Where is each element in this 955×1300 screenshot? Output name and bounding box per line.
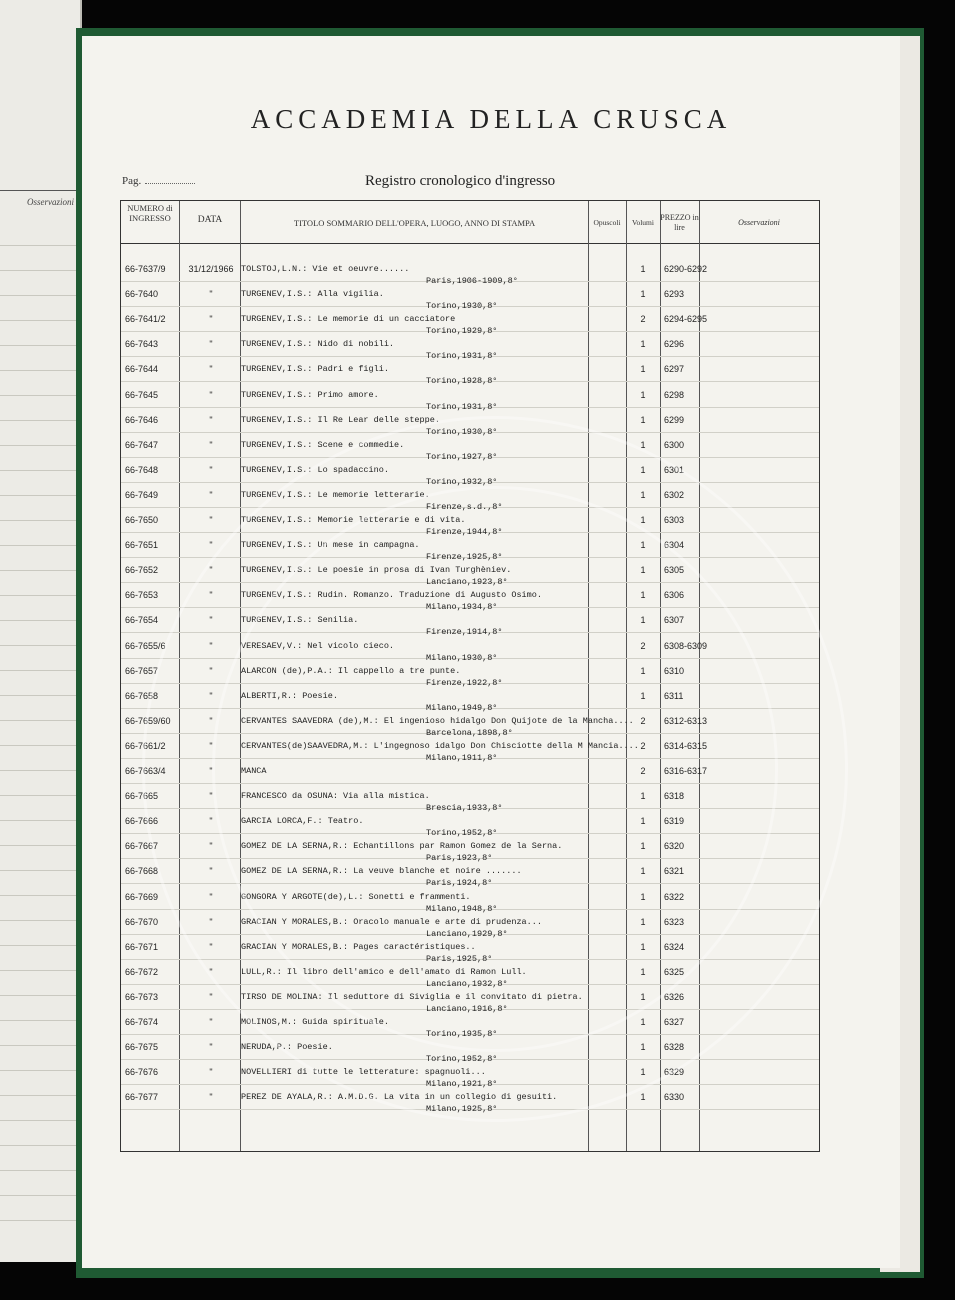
entry-date: " — [209, 489, 213, 500]
table-row — [121, 736, 821, 762]
entry-volumes: 1 — [640, 991, 646, 1002]
table-row — [121, 610, 821, 636]
register-page — [82, 36, 900, 1268]
col-header-data: DATA — [197, 215, 223, 225]
entry-volumes: 1 — [640, 916, 646, 927]
entry-volumes: 1 — [640, 590, 646, 601]
table-row — [121, 535, 821, 561]
entry-place: Milano,1921,8° — [426, 1079, 498, 1090]
table-row — [121, 385, 821, 411]
entry-volumes: 1 — [640, 289, 646, 300]
entry-title: TURGENEV,I.S.: Lo spadaccino. — [241, 464, 389, 475]
entry-number: 66-7637/9 — [125, 264, 166, 274]
entry-number: 66-7641/2 — [125, 314, 166, 325]
entry-number: 66-7670 — [125, 916, 159, 927]
entry-title: TURGENEV,I.S.: Le memorie di un cacciatore — [241, 314, 456, 325]
table-row — [121, 510, 821, 536]
entry-title: TOLSTOJ,L.N.: Vie et oeuvre...... — [241, 264, 410, 274]
col-header-prezzo: PREZZO in lire — [660, 213, 699, 232]
entry-place: Paris,1925,8° — [426, 953, 493, 964]
entry-date: " — [209, 866, 213, 877]
entry-title: ALBERTI,R.: Poesie. — [241, 690, 338, 701]
entry-number: 66-7643 — [125, 339, 159, 350]
entry-title: TIRSO DE MOLINA: Il seduttore di Siviglia e il convitato di pietra. — [241, 991, 583, 1002]
entry-price: 6298 — [664, 389, 685, 400]
entry-price: 6296 — [664, 339, 685, 350]
entry-price: 6326 — [664, 991, 685, 1002]
entry-title: GOMEZ DE LA SERNA,R.: Echantillons par Ramon Gomez de la Serna. — [241, 841, 563, 852]
entry-volumes: 1 — [640, 841, 646, 852]
entry-date: " — [209, 916, 213, 927]
entry-price: 6329 — [664, 1067, 685, 1078]
entry-volumes: 2 — [640, 766, 646, 776]
entry-title: VERESAEV,V.: Nel vicolo cieco. — [241, 640, 395, 651]
entry-date: " — [209, 515, 213, 525]
entry-volumes: 1 — [640, 339, 646, 350]
entry-title: TURGENEV,I.S.: Alla vigilia. — [241, 289, 384, 300]
entry-number: 66-7651 — [125, 540, 159, 551]
entry-place: Firenze,1925,8° — [426, 552, 503, 563]
left-page-heading: Osservazioni — [0, 190, 80, 207]
entry-volumes: 1 — [640, 439, 646, 450]
entry-price: 6300 — [664, 439, 685, 450]
table-row — [121, 284, 821, 310]
entry-number: 66-7668 — [125, 866, 159, 877]
entry-number: 66-7653 — [125, 590, 159, 601]
left-facing-page — [0, 0, 82, 1262]
entry-date: " — [209, 565, 213, 576]
entry-title: TURGENEV,I.S.: Padri e figli. — [241, 364, 389, 375]
entry-volumes: 2 — [640, 740, 646, 751]
table-row — [121, 962, 821, 988]
entry-volumes: 1 — [640, 389, 646, 400]
table-row — [121, 912, 821, 938]
entry-number: 66-7673 — [125, 991, 159, 1002]
table-row — [121, 259, 821, 285]
entry-place: Paris,1923,8° — [426, 853, 493, 864]
entry-price: 6299 — [664, 414, 685, 425]
entry-price: 6310 — [664, 665, 685, 676]
entry-number: 66-7671 — [125, 941, 159, 952]
entry-title: TURGENEV,I.S.: Nido di nobili. — [241, 339, 395, 350]
entry-title: TURGENEV,I.S.: Rudin. Romanzo. Traduzione di Augusto Osimo. — [241, 590, 542, 601]
entry-place: Milano,1911,8° — [426, 752, 498, 763]
entry-date: " — [209, 464, 213, 475]
entry-volumes: 1 — [640, 1017, 646, 1027]
table-row — [121, 661, 821, 687]
register-subtitle: Registro cronologico d'ingresso — [365, 173, 556, 189]
entry-number: 66-7647 — [125, 439, 159, 450]
entry-price: 6319 — [664, 816, 685, 827]
entry-volumes: 1 — [640, 1067, 646, 1078]
entry-title: GONGORA Y ARGOTE(de),L.: Sonetti e frammenti. — [241, 891, 471, 902]
register-table — [120, 200, 820, 1152]
entry-place: Brescia,1933,8° — [426, 803, 503, 814]
entry-title: GOMEZ DE LA SERNA,R.: La veuve blanche et noire ....... — [241, 866, 522, 877]
entry-place: Torino,1928,8° — [426, 376, 498, 387]
entry-volumes: 1 — [640, 866, 646, 877]
col-header-volumi: Volumi — [632, 218, 654, 227]
entry-date: " — [209, 590, 213, 601]
entry-title: ALARCON (de),P.A.: Il cappello a tre punte. — [241, 665, 461, 676]
entry-place: Milano,1948,8° — [426, 903, 498, 914]
page-label-text: Pag. — [122, 175, 142, 187]
entry-date: " — [209, 289, 213, 300]
entry-place: Lanciano,1923,8° — [426, 577, 508, 588]
entry-volumes: 2 — [640, 715, 646, 726]
entry-number: 66-7659/60 — [125, 715, 171, 726]
entry-place: Lanciano,1932,8° — [426, 978, 508, 989]
entry-price: 6303 — [664, 515, 685, 525]
entry-title: CERVANTES(de)SAAVEDRA,M.: L'ingegnoso idalgo Don Chisciotte della M Mancia.... — [241, 740, 639, 751]
entry-volumes: 1 — [640, 1092, 646, 1103]
entry-volumes: 1 — [640, 489, 646, 500]
entry-price: 6314-6315 — [664, 740, 708, 751]
entry-volumes: 1 — [640, 565, 646, 576]
entry-title: MOLINOS,M.: Guida spirituale. — [241, 1017, 389, 1027]
entry-number: 66-7652 — [125, 565, 159, 576]
entry-volumes: 1 — [640, 615, 646, 626]
entry-price: 6301 — [664, 464, 685, 475]
entry-place: Paris,1924,8° — [426, 878, 493, 889]
table-row — [121, 937, 821, 963]
entry-price: 6304 — [664, 540, 685, 551]
entry-place: Torino,1952,8° — [426, 1054, 498, 1065]
table-row — [121, 410, 821, 436]
table-row — [121, 435, 821, 461]
entry-date: " — [209, 740, 213, 751]
entry-price: 6324 — [664, 941, 685, 952]
entry-date: " — [209, 766, 213, 776]
entry-title: NERUDA,P.: Poesie. — [241, 1042, 333, 1053]
entry-volumes: 1 — [640, 515, 646, 525]
table-row — [121, 1062, 821, 1088]
entry-place: Milano,1934,8° — [426, 602, 498, 613]
table-row — [121, 987, 821, 1013]
table-row — [121, 585, 821, 611]
table-row — [121, 334, 821, 360]
entry-title: TURGENEV,I.S.: Le memorie letterarie. — [241, 489, 430, 500]
entry-title: GRACIAN Y MORALES,B.: Pages caractéristiques.. — [241, 941, 476, 952]
entry-price: 6311 — [664, 690, 684, 701]
entry-number: 66-7646 — [125, 414, 159, 425]
entry-volumes: 1 — [640, 540, 646, 551]
entry-number: 66-7657 — [125, 665, 159, 676]
entry-place: Firenze,1922,8° — [426, 677, 503, 688]
entry-title: CERVANTES SAAVEDRA (de),M.: El ingenioso hidalgo Don Quijote de la Mancha.... — [241, 715, 634, 726]
table-row — [121, 861, 821, 887]
entry-place: Milano,1949,8° — [426, 702, 498, 713]
entry-price: 6320 — [664, 841, 685, 852]
entry-date: " — [209, 389, 213, 400]
entry-date: " — [209, 690, 213, 701]
table-row — [121, 636, 821, 662]
entry-volumes: 1 — [640, 464, 646, 475]
entry-place: Firenze,1914,8° — [426, 627, 503, 638]
entry-number: 66-7677 — [125, 1092, 159, 1103]
entry-number: 66-7665 — [125, 791, 159, 802]
entry-place: Torino,1927,8° — [426, 451, 498, 462]
entry-volumes: 1 — [640, 364, 646, 375]
entry-volumes: 2 — [640, 640, 646, 651]
entry-volumes: 1 — [640, 1042, 646, 1053]
entry-price: 6302 — [664, 489, 685, 500]
entry-place: Torino,1931,8° — [426, 401, 498, 412]
entry-date: " — [209, 1017, 213, 1027]
entry-date: " — [209, 665, 213, 676]
entry-place: Lanciano,1916,8° — [426, 1003, 508, 1014]
entry-title: NOVELLIERI di tutte le letterature: spagnuoli... — [241, 1067, 486, 1078]
entry-date: " — [209, 439, 213, 450]
table-row — [121, 887, 821, 913]
entry-title: TURGENEV,I.S.: Scene e commedie. — [241, 439, 405, 450]
entry-title: TURGENEV,I.S.: Il Re Lear delle steppe. — [241, 414, 440, 425]
entry-place: Barcelona,1898,8° — [426, 727, 513, 738]
entry-date: " — [209, 364, 213, 375]
entry-price: 6297 — [664, 364, 685, 375]
entry-number: 66-7666 — [125, 816, 159, 827]
entry-place: Firenze,1944,8° — [426, 527, 503, 537]
col-header-numero: NUMERO di INGRESSO — [127, 203, 173, 223]
entry-number: 66-7661/2 — [125, 740, 166, 751]
entry-date: " — [209, 966, 213, 977]
entry-title: MANCA — [241, 766, 267, 776]
entry-date: " — [209, 816, 213, 827]
entry-price: 6322 — [664, 891, 685, 902]
entry-price: 6290-6292 — [664, 264, 708, 274]
col-header-osservazioni: Osservazioni — [738, 218, 780, 227]
table-row — [121, 485, 821, 511]
entry-date: " — [209, 540, 213, 551]
table-row — [121, 811, 821, 837]
entry-price: 6328 — [664, 1042, 685, 1053]
entry-place: Firenze,s.d.,8° — [426, 501, 503, 512]
entry-place: Torino,1932,8° — [426, 476, 498, 487]
entry-date: " — [209, 841, 213, 852]
entry-volumes: 1 — [640, 891, 646, 902]
entry-date: " — [209, 1042, 213, 1053]
entry-price: 6330 — [664, 1092, 685, 1103]
entry-number: 66-7675 — [125, 1042, 159, 1053]
entry-number: 66-7650 — [125, 515, 159, 525]
entry-number: 66-7645 — [125, 389, 159, 400]
entry-price: 6307 — [664, 615, 685, 626]
entry-date: " — [209, 1067, 213, 1078]
entry-place: Torino,1931,8° — [426, 351, 498, 362]
entry-number: 66-7644 — [125, 364, 159, 375]
entry-title: GRACIAN Y MORALES,B.: Oracolo manuale e arte di prudenza... — [241, 916, 542, 927]
entry-price: 6325 — [664, 966, 685, 977]
entry-date: " — [209, 339, 213, 350]
entry-number: 66-7658 — [125, 690, 159, 701]
entry-place: Torino,1930,8° — [426, 301, 498, 312]
entry-price: 6294-6295 — [664, 314, 708, 325]
table-row — [121, 786, 821, 812]
entry-date: " — [209, 414, 213, 425]
entry-volumes: 1 — [640, 966, 646, 977]
entry-number: 66-7649 — [125, 489, 159, 500]
entry-price: 6316-6317 — [664, 766, 708, 776]
entry-volumes: 1 — [640, 264, 646, 274]
table-row — [121, 1037, 821, 1063]
table-row — [121, 560, 821, 586]
entry-place: Torino,1930,8° — [426, 426, 498, 437]
entry-date: " — [209, 991, 213, 1002]
entry-number: 66-7674 — [125, 1017, 159, 1027]
entry-volumes: 1 — [640, 941, 646, 952]
entry-title: TURGENEV,I.S.: Le poesie in prosa di Ivan Turghèniev. — [241, 565, 512, 576]
entry-place: Torino,1935,8° — [426, 1029, 498, 1039]
col-header-opuscoli: Opuscoli — [593, 218, 621, 227]
entry-title: PEREZ DE AYALA,R.: A.M.D.G. La vita in un collegio di gesuiti. — [241, 1092, 558, 1103]
entry-place: Paris,1906-1909,8° — [426, 276, 518, 286]
entry-price: 6293 — [664, 289, 685, 300]
entry-title: LULL,R.: Il libro dell'amico e dell'amato di Ramon Lull. — [241, 966, 527, 977]
table-row — [121, 359, 821, 385]
entry-title: TURGENEV,I.S.: Un mese in campagna. — [241, 540, 420, 551]
entry-price: 6323 — [664, 916, 685, 927]
table-row — [121, 1012, 821, 1038]
entry-price: 6318 — [664, 791, 685, 802]
entry-place: Torino,1929,8° — [426, 326, 498, 337]
table-row — [121, 460, 821, 486]
entry-title: TURGENEV,I.S.: Memorie letterarie e di vita. — [241, 515, 466, 525]
table-row — [121, 686, 821, 712]
entry-volumes: 1 — [640, 816, 646, 827]
entry-price: 6308-6309 — [664, 640, 708, 651]
page-title: ACCADEMIA DELLA CRUSCA — [250, 104, 732, 134]
col-header-titolo: TITOLO SOMMARIO DELL'OPERA, LUOGO, ANNO DI STAMPA — [293, 218, 536, 228]
page-number-label — [122, 175, 195, 187]
entry-price: 6306 — [664, 590, 685, 601]
entry-date: 31/12/1966 — [188, 264, 234, 274]
entry-title: FRANCESCO da OSUNA: Via alla mistica. — [241, 791, 430, 802]
entry-number: 66-7663/4 — [125, 766, 166, 776]
table-row — [121, 836, 821, 862]
entry-volumes: 1 — [640, 690, 646, 701]
entry-price: 6312-6313 — [664, 715, 708, 726]
entry-place: Torino,1952,8° — [426, 828, 498, 839]
entry-date: " — [209, 791, 213, 802]
entry-number: 66-7640 — [125, 289, 159, 300]
entry-number: 66-7648 — [125, 464, 159, 475]
entry-number: 66-7669 — [125, 891, 159, 902]
entry-title: TURGENEV,I.S.: Senilia. — [241, 615, 359, 626]
entry-volumes: 1 — [640, 665, 646, 676]
entry-date: " — [209, 314, 213, 325]
table-row — [121, 711, 821, 737]
entry-date: " — [209, 941, 213, 952]
entry-price: 6305 — [664, 565, 685, 576]
entry-number: 66-7676 — [125, 1067, 159, 1078]
entry-title: TURGENEV,I.S.: Primo amore. — [241, 389, 379, 400]
entry-price: 6327 — [664, 1017, 685, 1027]
entry-place: Lanciano,1929,8° — [426, 928, 508, 939]
entry-volumes: 2 — [640, 314, 646, 325]
entry-number: 66-7654 — [125, 615, 159, 626]
table-row — [121, 761, 821, 787]
entry-date: " — [209, 891, 213, 902]
entry-number: 66-7667 — [125, 841, 159, 852]
entry-date: " — [209, 615, 213, 626]
entry-price: 6321 — [664, 866, 685, 877]
entry-volumes: 1 — [640, 791, 646, 802]
entry-place: Milano,1930,8° — [426, 652, 498, 663]
entry-place: Milano,1925,8° — [426, 1104, 498, 1115]
entry-title: GARCIA LORCA,F.: Teatro. — [241, 816, 364, 827]
entry-date: " — [209, 1092, 213, 1103]
table-row — [121, 309, 821, 335]
entry-volumes: 1 — [640, 414, 646, 425]
entry-date: " — [209, 640, 213, 651]
entry-number: 66-7672 — [125, 966, 159, 977]
table-row — [121, 1087, 821, 1113]
entry-date: " — [209, 715, 213, 726]
entry-number: 66-7655/6 — [125, 640, 166, 651]
